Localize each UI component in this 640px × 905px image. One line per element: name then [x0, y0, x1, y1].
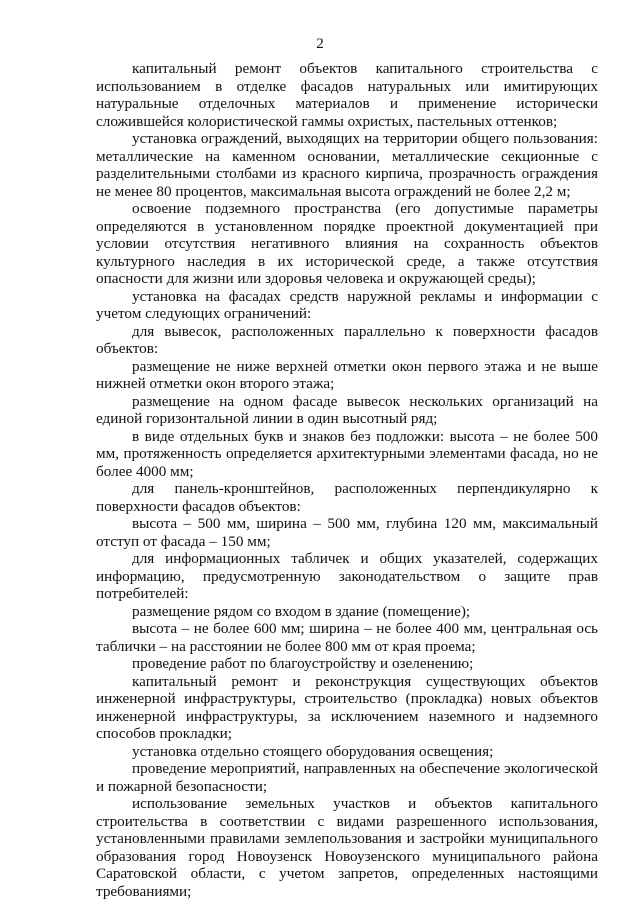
- paragraph: высота – 500 мм, ширина – 500 мм, глубина 120 мм, максимальный отступ от фасада – 150 мм;: [96, 515, 598, 550]
- paragraph: для вывесок, расположенных параллельно к поверхности фасадов объектов:: [96, 322, 598, 357]
- paragraph: использование земельных участков и объектов капитального строительства в соответствии с видами разрешенного использования, установленными правилами землепользования и застройки муниципального образования город Новоузенск Новоузенского муниципального района Саратовской области, с учетом запретов, определенных настоящими требованиями;: [96, 795, 598, 900]
- paragraph: установка ограждений, выходящих на территории общего пользования: металлические на каменном основании, металлические секционные с разделительными столбами из красного кирпича, прозрачность ограждения не менее 80 процентов, максимальная высота ограждений не более 2,2 м;: [96, 130, 598, 200]
- paragraph: для информационных табличек и общих указателей, содержащих информацию, предусмотренную законодательством о защите прав потребителей:: [96, 550, 598, 602]
- paragraph: проведение мероприятий, направленных на обеспечение экологической и пожарной безопасности;: [96, 760, 598, 795]
- page-number: 2: [316, 36, 324, 52]
- paragraph: для панель-кронштейнов, расположенных перпендикулярно к поверхности фасадов объектов:: [96, 480, 598, 515]
- paragraph: установка на фасадах средств наружной рекламы и информации с учетом следующих ограничений:: [96, 287, 598, 322]
- paragraph: проведение работ по благоустройству и озеленению;: [132, 655, 474, 672]
- paragraph: установка отдельно стоящего оборудования освещения;: [132, 742, 494, 760]
- paragraph: капитальный ремонт и реконструкция существующих объектов инженерной инфраструктуры, строительство (прокладка) новых объектов инженерной инфраструктуры, за исключением наземного и надземного способов прокладки;: [96, 672, 598, 742]
- paragraph: размещение рядом со входом в здание (помещение);: [132, 602, 471, 620]
- document-body: [96, 60, 598, 900]
- paragraph: капитальный ремонт объектов капитального строительства с использованием в отделке фасадов натуральных или имитирующих натуральные отделочных материалов и применение исторически сложившейся колористической гаммы охристых, пастельных оттенков;: [96, 60, 598, 130]
- paragraph: в виде отдельных букв и знаков без подложки: высота – не более 500 мм, протяженность определяется архитектурными элементами фасада, но не более 4000 мм;: [96, 427, 598, 480]
- paragraph: размещение не ниже верхней отметки окон первого этажа и не выше нижней отметки окон второго этажа;: [96, 357, 598, 392]
- paragraph: размещение на одном фасаде вывесок нескольких организаций на единой горизонтальной линии в один высотный ряд;: [96, 392, 598, 427]
- paragraph: высота – не более 600 мм; ширина – не более 400 мм, центральная ось таблички – на расстоянии не более 800 мм от края проема;: [96, 620, 598, 655]
- paragraph: освоение подземного пространства (его допустимые параметры определяются в установленном порядке проектной документацией при условии отсутствия негативного влияния на сохранность объектов культурного наследия в их исторической среде, а также отсутствия опасности для жизни или здоровья человека и окружающей среды);: [96, 200, 598, 287]
